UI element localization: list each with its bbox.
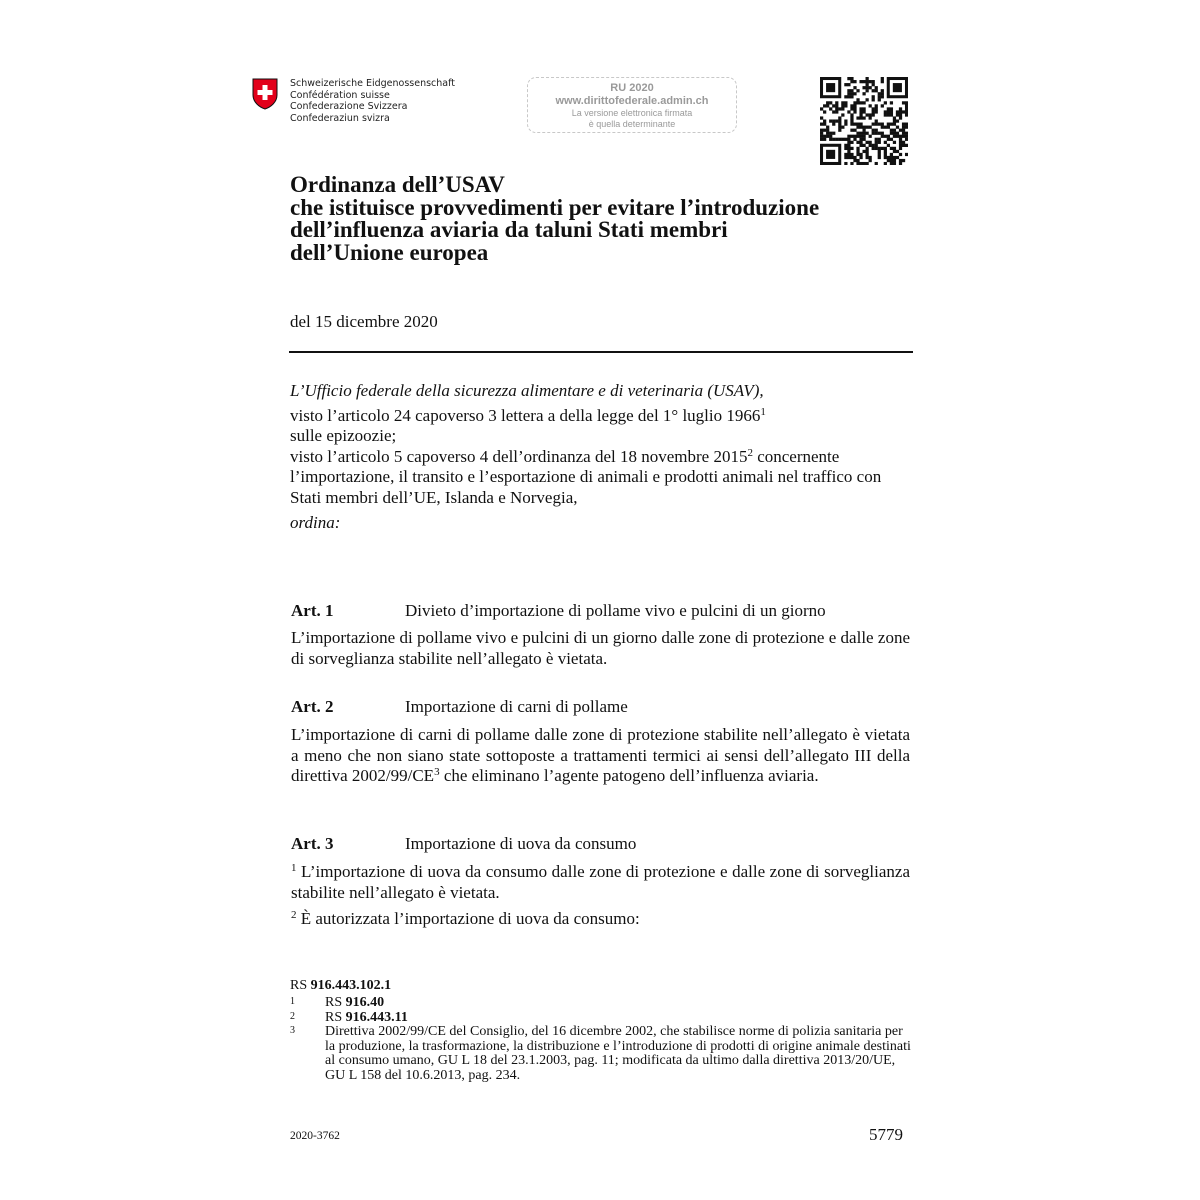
footnote-text [325,1011,915,1026]
document-title [290,174,930,264]
rs-number [290,978,391,994]
confed-fr: Confédération suisse [290,89,390,101]
legal-basis-1 [290,406,915,427]
footnote-number: 3 [290,1025,295,1037]
article-title: Importazione di uova da consumo [405,834,637,853]
article-body [291,862,910,936]
article-text: L’importazione di carni di pollame dalle zone di protezione stabilite nell’allegato è vietata a meno che non siano state sottoposte a trattamenti termici ai sensi dell’allegato III della direttiva 2002/99/CE [291,725,910,785]
article-text: che eliminano l’agente patogeno dell’influenza aviaria. [439,766,819,785]
swiss-coat-of-arms-icon [252,78,278,110]
confederation-names [290,78,455,124]
article-text: L’importazione di uova da consumo dalle zone di protezione e dalle zone di sorveglianza stabilite nell’allegato è vietata. [291,862,910,902]
footnote-text: Direttiva 2002/99/CE del Consiglio, del 16 dicembre 2002, che stabilisce norme di polizia sanitaria per la produzione, la trasformazione, la distribuzione e l’introduzione di prodotti di origine animale destinati al consumo umano, GU L 18 del 23.1.2003, pag. 11; modificata da ultimo dalla direttiva 2013/20/UE, GU L 158 del 10.6.2013, pag. 234. [325,1024,911,1083]
document-number: 2020-3762 [290,1130,340,1142]
legal-basis-2 [290,447,915,509]
article-number: Art. 3 [291,834,334,853]
document-date: del 15 dicembre 2020 [290,312,438,331]
ordina: ordina: [290,513,341,532]
article-heading [291,697,911,717]
legal-basis-1-cont: sulle epizoozie; [290,426,397,445]
issuing-authority: L’Ufficio federale della sicurezza alimentare e di veterinaria (USAV), [290,381,764,400]
footnote-prefix: RS [325,995,346,1010]
official-publication-stamp [527,77,737,133]
article-body [291,725,910,793]
footnotes [290,996,915,1084]
confed-rm: Confederaziun svizra [290,112,390,124]
article-number: Art. 1 [291,601,334,620]
article-heading [291,601,911,621]
legal-basis-text: concernente l’importazione, il transito e l’esportazione di animali e prodotti animali nel traffico con Stati membri dell’UE, Islanda e Norvegia, [290,446,882,507]
footnote [290,1011,915,1026]
paragraph-number: 1 [291,862,297,874]
stamp-url: www.dirittofederale.admin.ch [555,95,709,107]
rs-prefix: RS [290,978,311,993]
rs-value: 916.443.102.1 [310,978,392,993]
page-number: 5779 [869,1125,903,1144]
footnote-ref-number: 916.40 [345,995,385,1010]
title-line: dell’influenza aviaria da taluni Stati membri [290,217,728,242]
article-body [291,628,910,675]
footnote-number: 2 [290,1010,295,1022]
footnote-number: 1 [290,996,295,1007]
stamp-note-1: La versione elettronica firmata [571,108,693,118]
stamp-collection: RU 2020 [610,82,654,94]
article-paragraph [291,725,910,787]
article-paragraph: L’importazione di pollame vivo e pulcini di un giorno dalle zone di protezione e dalle zone di sorveglianza stabilite nell’allegato è vietata. [291,628,910,668]
footnote-ref-number: 916.443.11 [345,1009,408,1025]
footnote-prefix: RS [325,1009,346,1025]
title-line: Ordinanza dell’USAV [290,172,505,197]
title-line: che istituisce provvedimenti per evitare l’introduzione [290,194,820,220]
paragraph-number: 2 [291,909,297,921]
preamble [290,381,915,534]
article-title: Divieto d’importazione di pollame vivo e pulcini di un giorno [405,601,826,620]
footnote [290,1025,915,1083]
article-text: È autorizzata l’importazione di uova da consumo: [296,909,640,928]
confed-de: Schweizerische Eidgenossenschaft [290,78,456,89]
title-divider [289,351,913,353]
stamp-note-2: è quella determinante [588,119,676,129]
footnote-ref[interactable]: 1 [760,405,766,418]
footnote-text [325,996,915,1011]
footnote-ref[interactable]: 3 [434,766,440,778]
article-number: Art. 2 [291,697,334,716]
footnote [290,996,915,1011]
title-line: dell’Unione europea [290,239,489,265]
article-paragraph [291,909,910,930]
confed-it: Confederazione Svizzera [290,101,408,113]
article-heading [291,834,911,854]
article-title: Importazione di carni di pollame [405,697,628,716]
article-paragraph [291,862,910,903]
legal-basis-text: visto l’articolo 24 capoverso 3 lettera a della legge del 1° luglio 1966 [290,405,761,425]
legal-basis-text: visto l’articolo 5 capoverso 4 dell’ordinanza del 18 novembre 2015 [290,446,748,466]
footnote-ref[interactable]: 2 [747,446,753,459]
qr-code-icon [820,77,908,165]
